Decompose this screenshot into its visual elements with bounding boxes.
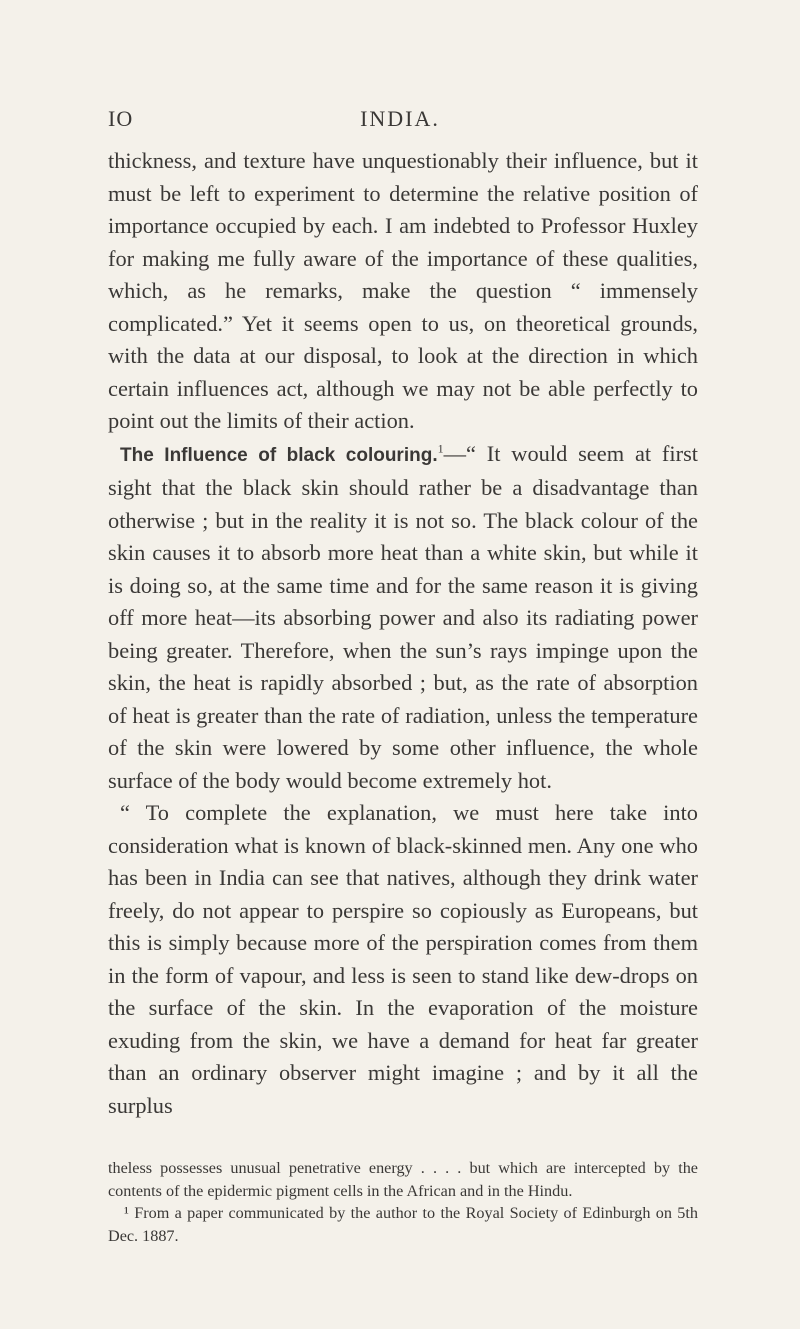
footnote-mark: 1 [437, 441, 444, 456]
paragraph-3: “ To complete the explanation, we must here take into consideration what is known of black-skinned men. Any one who has been in India can see that natives, although they drink water freely, do not appear to perspire so copiously as Europeans, but this is simply because more of the perspiration comes from them in the form of vapour, and less is seen to stand like dew-drops on the surface of the skin. In the evaporation of the moisture exuding from the skin, we have a demand for heat far greater than an ordinary observer might imagine ; and by it all the surplus [108, 800, 698, 1118]
paragraph-2 [108, 438, 698, 798]
page-number: IO [108, 106, 134, 131]
footnote-continuation: theless possesses unusual penetrative energy . . . . but which are intercepted by the contents of the epidermic pigment cells in the African and in the Hindu. [108, 1159, 698, 1200]
paragraph-2-text: —“ It would seem at first sight that the black skin should rather be a disadvantage than otherwise ; but in the reality it is not so. The black colour of the skin causes it to absorb more heat than a white skin, but while it is doing so, at the same time and for the same reason it is giving off more heat—its absorbing power and also its radiating power being greater. Therefore, when the sun’s rays impinge upon the skin, the heat is rapidly absorbed ; but, as the rate of absorption of heat is greater than the rate of radiation, unless the temperature of the skin were lowered by some other influence, the whole surface of the body would become extremely hot. [108, 440, 699, 793]
running-head: INDIA. [360, 106, 440, 131]
footnote-1: ¹ From a paper communicated by the author to the Royal Society of Edinburgh on 5th Dec. 1887. [108, 1204, 698, 1245]
main-text [108, 145, 698, 1122]
page-header [0, 106, 800, 136]
paragraph-1: thickness, and texture have unquestionably their influence, but it must be left to experiment to determine the relative position of importance occupied by each. I am indebted to Professor Huxley for making me fully aware of the importance of these qualities, which, as he remarks, make the question “ immensely complicated.” Yet it seems open to us, on theoretical grounds, with the data at our disposal, to look at the direction in which certain influences act, although we may not be able perfectly to point out the limits of their action. [108, 148, 698, 433]
footnotes [108, 1157, 698, 1247]
section-heading: The Influence of black colouring. [120, 444, 438, 466]
